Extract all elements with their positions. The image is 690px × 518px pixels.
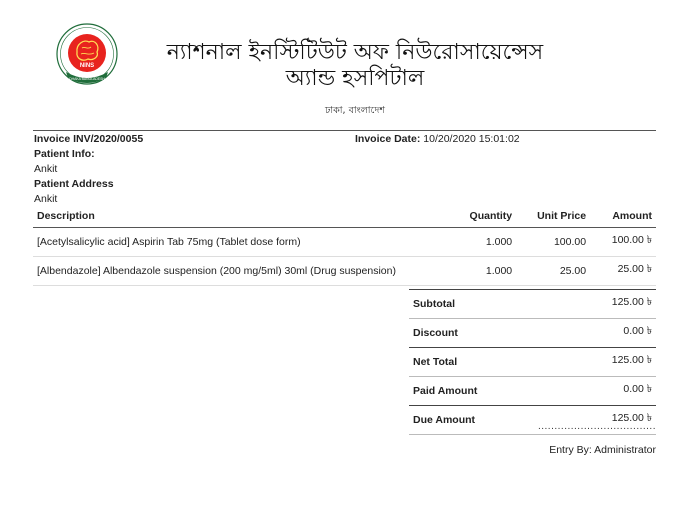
logo-location: DHAKA BANGLADESH	[69, 77, 105, 81]
net-total-label: Net Total	[409, 348, 557, 377]
item-description: [Albendazole] Albendazole suspension (200 mg/5ml) 30ml (Drug suspension)	[33, 257, 454, 286]
paid-amount-row	[409, 377, 656, 406]
invoice-date	[355, 133, 520, 145]
header-unit-price: Unit Price	[516, 206, 590, 228]
header-divider	[33, 130, 656, 131]
item-unit-price: 25.00	[516, 257, 590, 286]
item-quantity: 1.000	[454, 228, 516, 257]
paid-amount-value: 0.00 ৳	[557, 377, 656, 406]
subtotal-row	[409, 290, 656, 319]
discount-row	[409, 319, 656, 348]
table-row	[33, 228, 656, 257]
item-unit-price: 100.00	[516, 228, 590, 257]
subtotal-value: 125.00 ৳	[557, 290, 656, 319]
header-quantity: Quantity	[454, 206, 516, 228]
subtotal-label: Subtotal	[409, 290, 557, 319]
entry-by: Entry By: Administrator	[549, 444, 656, 456]
institute-seal-icon	[52, 22, 122, 88]
due-amount-label: Due Amount	[409, 406, 557, 435]
organization-name	[120, 40, 590, 92]
net-total-value: 125.00 ৳	[557, 348, 656, 377]
due-amount-value: 125.00 ৳	[557, 406, 656, 435]
signature-line: ....................................	[537, 421, 656, 432]
discount-value: 0.00 ৳	[557, 319, 656, 348]
table-row	[33, 257, 656, 286]
totals-table	[409, 289, 656, 435]
patient-address: Ankit	[34, 193, 58, 205]
patient-address-label: Patient Address	[34, 178, 114, 190]
organization-name-line-1: ন্যাশনাল ইনস্টিটিউট অফ নিউরোসায়েন্সেস	[166, 40, 544, 65]
discount-label: Discount	[409, 319, 557, 348]
header-description: Description	[33, 206, 454, 228]
header-amount: Amount	[590, 206, 656, 228]
invoice-items-table	[33, 206, 656, 286]
organization-city: ঢাকা, বাংলাদেশ	[325, 105, 385, 116]
logo-acronym: NINS	[79, 63, 95, 69]
item-quantity: 1.000	[454, 257, 516, 286]
items-header-row	[33, 206, 656, 228]
patient-name: Ankit	[34, 163, 58, 175]
organization-name-line-2: অ্যান্ড হসপিটাল	[285, 66, 425, 91]
invoice-number: Invoice INV/2020/0055	[34, 133, 144, 145]
invoice-date-value: 10/20/2020 15:01:02	[423, 133, 520, 145]
paid-amount-label: Paid Amount	[409, 377, 557, 406]
item-amount: 100.00 ৳	[590, 228, 656, 257]
item-amount: 25.00 ৳	[590, 257, 656, 286]
patient-info-label: Patient Info:	[34, 148, 95, 160]
institute-logo	[52, 22, 122, 88]
net-total-row	[409, 348, 656, 377]
invoice-date-label: Invoice Date:	[355, 133, 421, 145]
item-description: [Acetylsalicylic acid] Aspirin Tab 75mg (Tablet dose form)	[33, 228, 454, 257]
